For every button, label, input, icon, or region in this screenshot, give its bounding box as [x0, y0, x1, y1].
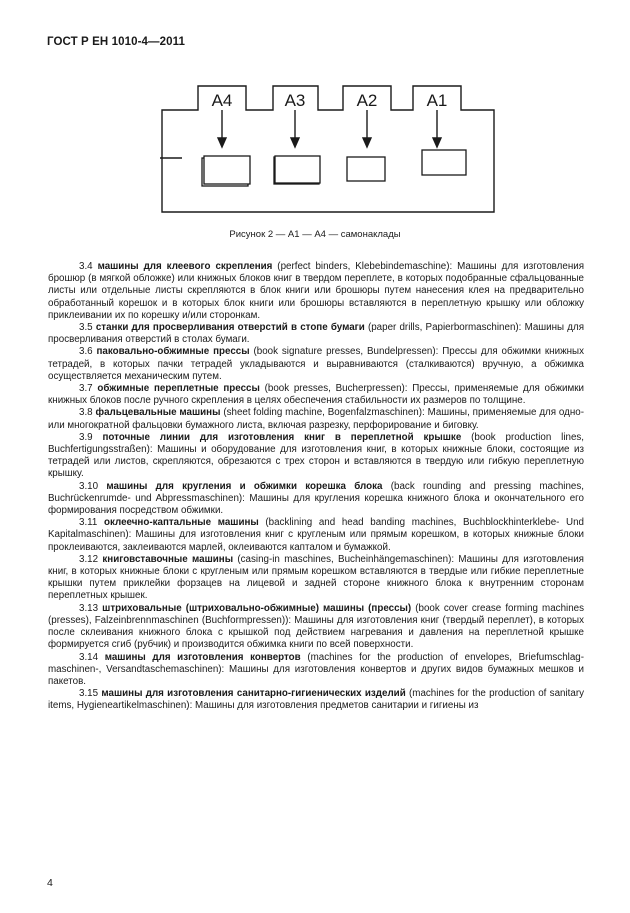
entry-text: (machines for the production of envelopes, Briefumschlag-maschinen-, Versandtaschemaschinen): Машины для изготовления конвертов и других видов бумажных мешков и пакетов.: [48, 651, 584, 687]
paper-stack-a4: [204, 156, 250, 184]
entry-term: фальцевальные машины: [95, 407, 221, 419]
label-a4: A4: [211, 91, 233, 110]
entry-text: (book production lines, Buchfertigungsstraßen): Машины и оборудование для изготовления книг, в которых книжные блоки, состоящие из тетрадей или листов, скрепляются, обрезаются с трех сторон и вставляются в твердую или гибкую переплетную крышку.: [48, 431, 585, 480]
entry-number: 3.12: [79, 553, 99, 565]
entry-number: 3.4: [79, 261, 93, 272]
paper-stack-a2: [347, 157, 385, 181]
entry-number: 3.5: [79, 322, 93, 334]
entry-number: 3.9: [79, 431, 93, 443]
definition-entry: [48, 688, 584, 712]
entry-term: штриховальные (штриховально-обжимные) машины (прессы): [102, 602, 412, 614]
entry-number: 3.8: [79, 407, 93, 419]
entry-number: 3.6: [79, 346, 93, 358]
arrowhead-a4: [218, 138, 226, 147]
entry-term: машины для кругления и обжимки корешка блока: [106, 480, 383, 492]
definition-entry: [48, 517, 584, 554]
definition-entry: [48, 554, 584, 603]
entry-term: машины для изготовления санитарно-гигиенических изделий: [101, 688, 406, 700]
entry-text: (book signature presses, Bundelpressen): Прессы для обжимки книжных тетрадей, в которых пачки тетрадей укладываются и выравниваются (сталкиваются) вручную, а обжимка осуществляется механическим путем.: [48, 346, 584, 382]
entry-text: (back rounding and pressing machines, Buchrückenrumde- und Abpressmaschinen): Машины для кругления корешка книжного блока и окончательного его формирования посредством обжимки.: [48, 480, 584, 517]
arrowhead-a1: [433, 138, 441, 147]
feeder-diagram-svg: [160, 84, 496, 214]
label-a1: A1: [426, 91, 448, 110]
definition-entry: [48, 407, 584, 431]
entry-text: (book presses, Bucherpressen): Прессы, применяемые для обжимки книжных блоков после ручного скрепления в целях обеспечения стабильности их размеров по толщине.: [48, 383, 584, 407]
entry-text: (machines for the production of sanitary items, Hygieneartikelmaschinen): Машины для изготовления предметов санитарии и гигиены из: [48, 688, 584, 712]
entry-number: 3.11: [79, 517, 98, 529]
entry-term: машины для изготовления конвертов: [104, 651, 301, 663]
figure-caption: Рисунок 2 — А1 — А4 — самонаклады: [229, 229, 401, 240]
entry-text: (paper drills, Papierbormaschinen): Машины для просверливания отверстий в столах бумаги.: [48, 322, 585, 346]
entry-number: 3.10: [79, 480, 99, 492]
entry-number: 3.14: [79, 651, 99, 663]
entry-text: (book cover crease forming machines (presses), Falzeinbrennmaschinen (Buchformpressen)): Машины для изготовления книг (твердый переплет), в которых после склеивания книжного блока с крышкой под действием нагревания и давления на переплетной крышке формируется сгиб (рубчик) и производится обжимка книги по всей поверхности.: [48, 602, 584, 651]
definition-entry: [48, 603, 584, 652]
document-header: ГОСТ Р ЕН 1010-4—2011: [47, 36, 185, 48]
definition-entry: [48, 346, 584, 383]
definition-entry: [48, 481, 584, 518]
entry-term: станки для просверливания отверстий в стопе бумаги: [95, 322, 365, 334]
entry-term: поточные линии для изготовления книг в переплетной крышке: [102, 431, 462, 443]
entry-text: (casing-in maschines, Bucheinhängemaschinen): Машины для изготовления книг, в которых книжные блоки с кругленым или прямым корешком вставляются в твердые или гибкие переплетные крышки путем приклейки форзацев на лицевой и задней стороне книжного блока к внутренним сторонам переплетных крышек.: [48, 553, 584, 602]
definition-entry: [48, 261, 584, 322]
paper-stack-a1: [422, 150, 466, 175]
definition-entry: [48, 652, 584, 689]
entry-term: книговставочные машины: [102, 553, 234, 565]
entry-text: (backlining and head banding machines, Buchblockhinterklebe- Und Kapitalmaschinen): Машины для изготовления книг с кругленым или прямым корешком, в которых книжные блоки проклеиваются, заклеиваются марлей, оклеиваются капталом и бумажкой.: [48, 517, 585, 553]
entry-number: 3.7: [79, 383, 93, 395]
arrowhead-a2: [363, 138, 371, 147]
entry-term: оклеечно-каптальные машины: [103, 517, 259, 529]
definition-entry: [48, 432, 584, 481]
entry-text: (sheet folding machine, Bogenfalzmaschinen): Машины, применяемые для одно- или многократной фальцовки бумажного листа, включая разрезку, перфорирование и биговку.: [48, 407, 584, 431]
definition-entry: [48, 322, 584, 346]
entry-number: 3.15: [79, 688, 99, 700]
entry-term: машины для клеевого скрепления: [97, 261, 273, 272]
entry-number: 3.13: [79, 602, 99, 614]
definition-entry: [48, 383, 584, 407]
page-number: 4: [47, 877, 53, 889]
entry-term: паковально-обжимные прессы: [96, 346, 250, 358]
definitions-list: [48, 261, 584, 713]
entry-term: обжимные переплетные прессы: [97, 383, 260, 395]
paper-stack-a3: [275, 156, 320, 183]
entry-text: (perfect binders, Klebebindemaschine): Машины для изготовления брошюр (в мягкой обложке) или книжных блоков книг в твердом переплете, в которых подобранные сфальцованные листы или отдельные листы скрепляются в блок книги или брошюры путем нанесения клея на предварительно обработанный корешок и в которых блок книги или брошюры вставляются в переплетную крышку или обложку приклеивании их по корешку и/или сторонкам.: [48, 261, 585, 321]
label-a3: A3: [284, 91, 306, 110]
arrowhead-a3: [291, 138, 299, 147]
feeder-diagram: [160, 84, 496, 214]
label-a2: A2: [356, 91, 378, 110]
